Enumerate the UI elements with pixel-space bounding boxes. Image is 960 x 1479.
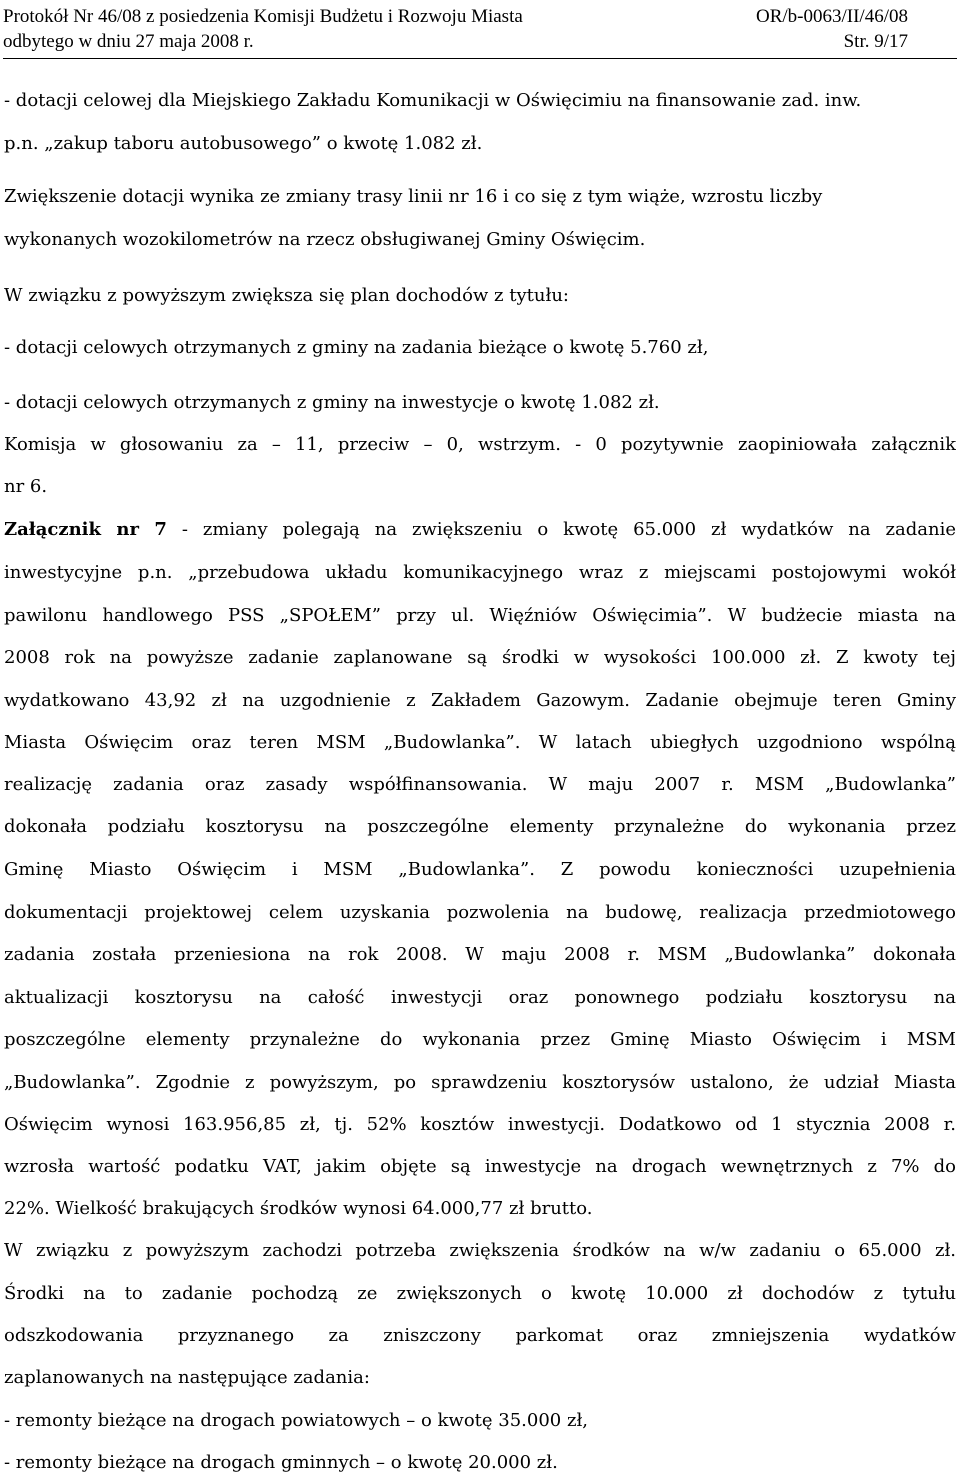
text-line: poszczególne elementy przynależne do wykonania przez Gminę Miasto Oświęcim i MSM	[4, 1029, 956, 1050]
text-line: W związku z powyższym zwiększa się plan dochodów z tytułu:	[4, 285, 569, 306]
header-title: Protokół Nr 46/08 z posiedzenia Komisji Budżetu i Rozwoju Miasta	[3, 6, 523, 27]
text-line: wydatkowano 43,92 zł na uzgodnienie z Zakładem Gazowym. Zadanie obejmuje teren Gminy	[4, 690, 956, 711]
text-line: p.n. „zakup taboru autobusowego” o kwotę 1.082 zł.	[4, 133, 483, 154]
text-line: wzrosła wartość podatku VAT, jakim objęte są inwestycje na drogach wewnętrznych z 7% do	[4, 1156, 956, 1177]
text-line: - dotacji celowej dla Miejskiego Zakładu Komunikacji w Oświęcimiu na finansowanie zad. inw.	[4, 90, 862, 111]
text-line: - remonty bieżące na drogach powiatowych – o kwotę 35.000 zł,	[4, 1410, 589, 1431]
text-line: dokumentacji projektowej celem uzyskania pozwolenia na budowę, realizacja przedmiotowego	[4, 902, 956, 923]
text-line: Gminę Miasto Oświęcim i MSM „Budowlanka”. Z powodu konieczności uzupełnienia	[4, 859, 956, 880]
text-line: zadania została przeniesiona na rok 2008. W maju 2008 r. MSM „Budowlanka” dokonała	[4, 944, 956, 965]
page-number: Str. 9/17	[843, 31, 908, 52]
text-line: - remonty bieżące na drogach gminnych – o kwotę 20.000 zł.	[4, 1452, 558, 1473]
text-line: Załącznik nr 7 - zmiany polegają na zwiększeniu o kwotę 65.000 zł wydatków na zadanie	[4, 519, 956, 540]
text-line: 22%. Wielkość brakujących środków wynosi 64.000,77 zł brutto.	[4, 1198, 593, 1219]
text-line: Oświęcim wynosi 163.956,85 zł, tj. 52% kosztów inwestycji. Dodatkowo od 1 stycznia 2008 r.	[4, 1114, 956, 1135]
text-line: inwestycyjne p.n. „przebudowa układu komunikacyjnego wraz z miejscami postojowymi wokół	[4, 562, 956, 583]
header-divider	[3, 58, 957, 59]
text-line: Środki na to zadanie pochodzą ze zwiększonych o kwotę 10.000 zł dochodów z tytułu	[4, 1283, 956, 1304]
text-line: wykonanych wozokilometrów na rzecz obsługiwanej Gminy Oświęcim.	[4, 229, 646, 250]
header-date: odbytego w dniu 27 maja 2008 r.	[3, 31, 254, 52]
attachment-label: Załącznik nr 7	[4, 519, 167, 540]
text-line: dokonała podziału kosztorysu na poszczególne elementy przynależne do wykonania przez	[4, 816, 956, 837]
page-header	[0, 0, 960, 62]
text-line: - dotacji celowych otrzymanych z gminy na inwestycje o kwotę 1.082 zł.	[4, 392, 660, 413]
text-line: W związku z powyższym zachodzi potrzeba zwiększenia środków na w/w zadaniu o 65.000 zł.	[4, 1240, 956, 1261]
text-line: pawilonu handlowego PSS „SPOŁEM” przy ul. Więźniów Oświęcimia”. W budżecie miasta na	[4, 605, 956, 626]
header-reference: OR/b-0063/II/46/08	[756, 6, 908, 27]
text-line: odszkodowania przyznanego za zniszczony parkomat oraz zmniejszenia wydatków	[4, 1325, 956, 1346]
text-line: „Budowlanka”. Zgodnie z powyższym, po sprawdzeniu kosztorysów ustalono, że udział Miasta	[4, 1072, 956, 1093]
text-line: realizację zadania oraz zasady współfinansowania. W maju 2007 r. MSM „Budowlanka”	[4, 774, 956, 795]
text-line: Komisja w głosowaniu za – 11, przeciw – 0, wstrzym. - 0 pozytywnie zaopiniowała załącznik	[4, 434, 956, 455]
text-line: Miasta Oświęcim oraz teren MSM „Budowlanka”. W latach ubiegłych uzgodniono wspólną	[4, 732, 956, 753]
text-line: Zwiększenie dotacji wynika ze zmiany trasy linii nr 16 i co się z tym wiąże, wzrostu liczby	[4, 186, 823, 207]
text-line: zaplanowanych na następujące zadania:	[4, 1367, 370, 1388]
text-line: nr 6.	[4, 476, 48, 497]
text-line: aktualizacji kosztorysu na całość inwestycji oraz ponownego podziału kosztorysu na	[4, 987, 956, 1008]
text-line: - dotacji celowych otrzymanych z gminy na zadania bieżące o kwotę 5.760 zł,	[4, 337, 709, 358]
text-line: 2008 rok na powyższe zadanie zaplanowane są środki w wysokości 100.000 zł. Z kwoty tej	[4, 647, 956, 668]
